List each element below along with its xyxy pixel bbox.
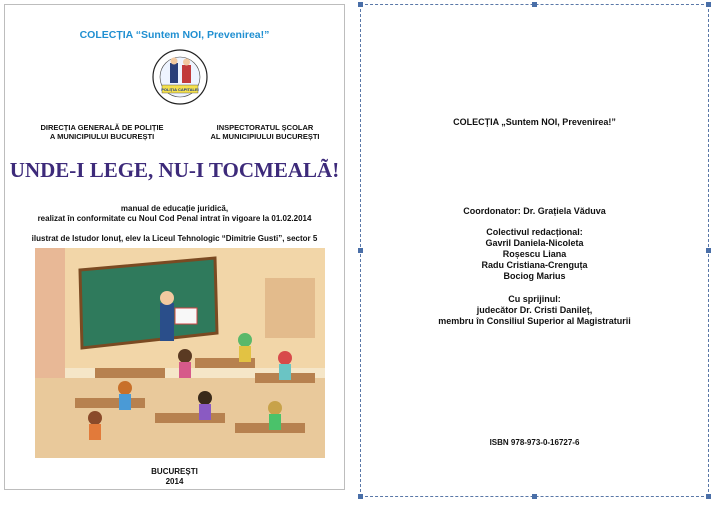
credits-editorial-label: Colectivul redacțional: — [486, 227, 583, 237]
cover-city: BUCUREȘTI — [151, 467, 198, 476]
resize-handle-top-left[interactable] — [358, 2, 363, 7]
cover-collection-title: COLECȚIA “Suntem NOI, Prevenirea!” — [79, 29, 270, 41]
institution-school-line1: INSPECTORATUL ȘCOLAR — [216, 123, 314, 132]
resize-handle-top-middle[interactable] — [532, 2, 537, 7]
resize-handle-top-right[interactable] — [706, 2, 711, 7]
credits-editorial-member: Bociog Marius — [503, 271, 566, 281]
institution-school — [195, 123, 335, 141]
credits-editorial-member: Roșescu Liana — [502, 249, 567, 259]
resize-handle-middle-left[interactable] — [358, 248, 363, 253]
police-logo — [150, 49, 210, 105]
credits-editorial-member: Radu Cristiana-Crenguța — [481, 260, 588, 270]
classroom-illustration — [35, 248, 325, 458]
cover-main-title: UNDE-I LEGE, NU-I TOCMEALÃ! — [9, 158, 340, 182]
cover-illustrator: ilustrat de Istudor Ionuț, elev la Liceul Tehnologic “Dimitrie Gusti”, sector 5 — [31, 234, 318, 243]
cover-year: 2014 — [165, 477, 184, 486]
resize-handle-bottom-left[interactable] — [358, 494, 363, 499]
resize-handle-bottom-middle[interactable] — [532, 494, 537, 499]
logo-banner-text: POLIȚIA CAPITALEI — [161, 87, 199, 92]
credits-editorial-member: Gavril Daniela-Nicoleta — [485, 238, 584, 248]
credits-support-line: judecător Dr. Cristi Danileț, — [476, 305, 593, 315]
institution-police-line2: A MUNICIPIULUI BUCUREȘTI — [49, 132, 155, 141]
credits-page[interactable] — [360, 4, 709, 497]
credits-support-line: membru în Consiliul Superior al Magistraturii — [438, 316, 631, 326]
cover-subtitle-line1: manual de educație juridică, — [120, 204, 229, 213]
credits-support-label: Cu sprijinul: — [508, 294, 561, 304]
resize-handle-middle-right[interactable] — [706, 248, 711, 253]
cover-subtitle-line2: realizat în conformitate cu Noul Cod Penal intrat în vigoare la 01.02.2014 — [37, 214, 312, 223]
institution-school-line2: AL MUNICIPIULUI BUCUREȘTI — [210, 132, 320, 141]
institution-police — [27, 123, 177, 141]
resize-handle-bottom-right[interactable] — [706, 494, 711, 499]
credits-collection-title: COLECȚIA „Suntem NOI, Prevenirea!” — [453, 117, 616, 127]
credits-isbn: ISBN 978-973-0-16727-6 — [489, 438, 580, 447]
cover-page — [4, 4, 345, 490]
credits-coordinator: Coordonator: Dr. Grațiela Văduva — [463, 206, 606, 216]
institution-police-line1: DIRECȚIA GENERALĂ DE POLIȚIE — [40, 123, 164, 132]
